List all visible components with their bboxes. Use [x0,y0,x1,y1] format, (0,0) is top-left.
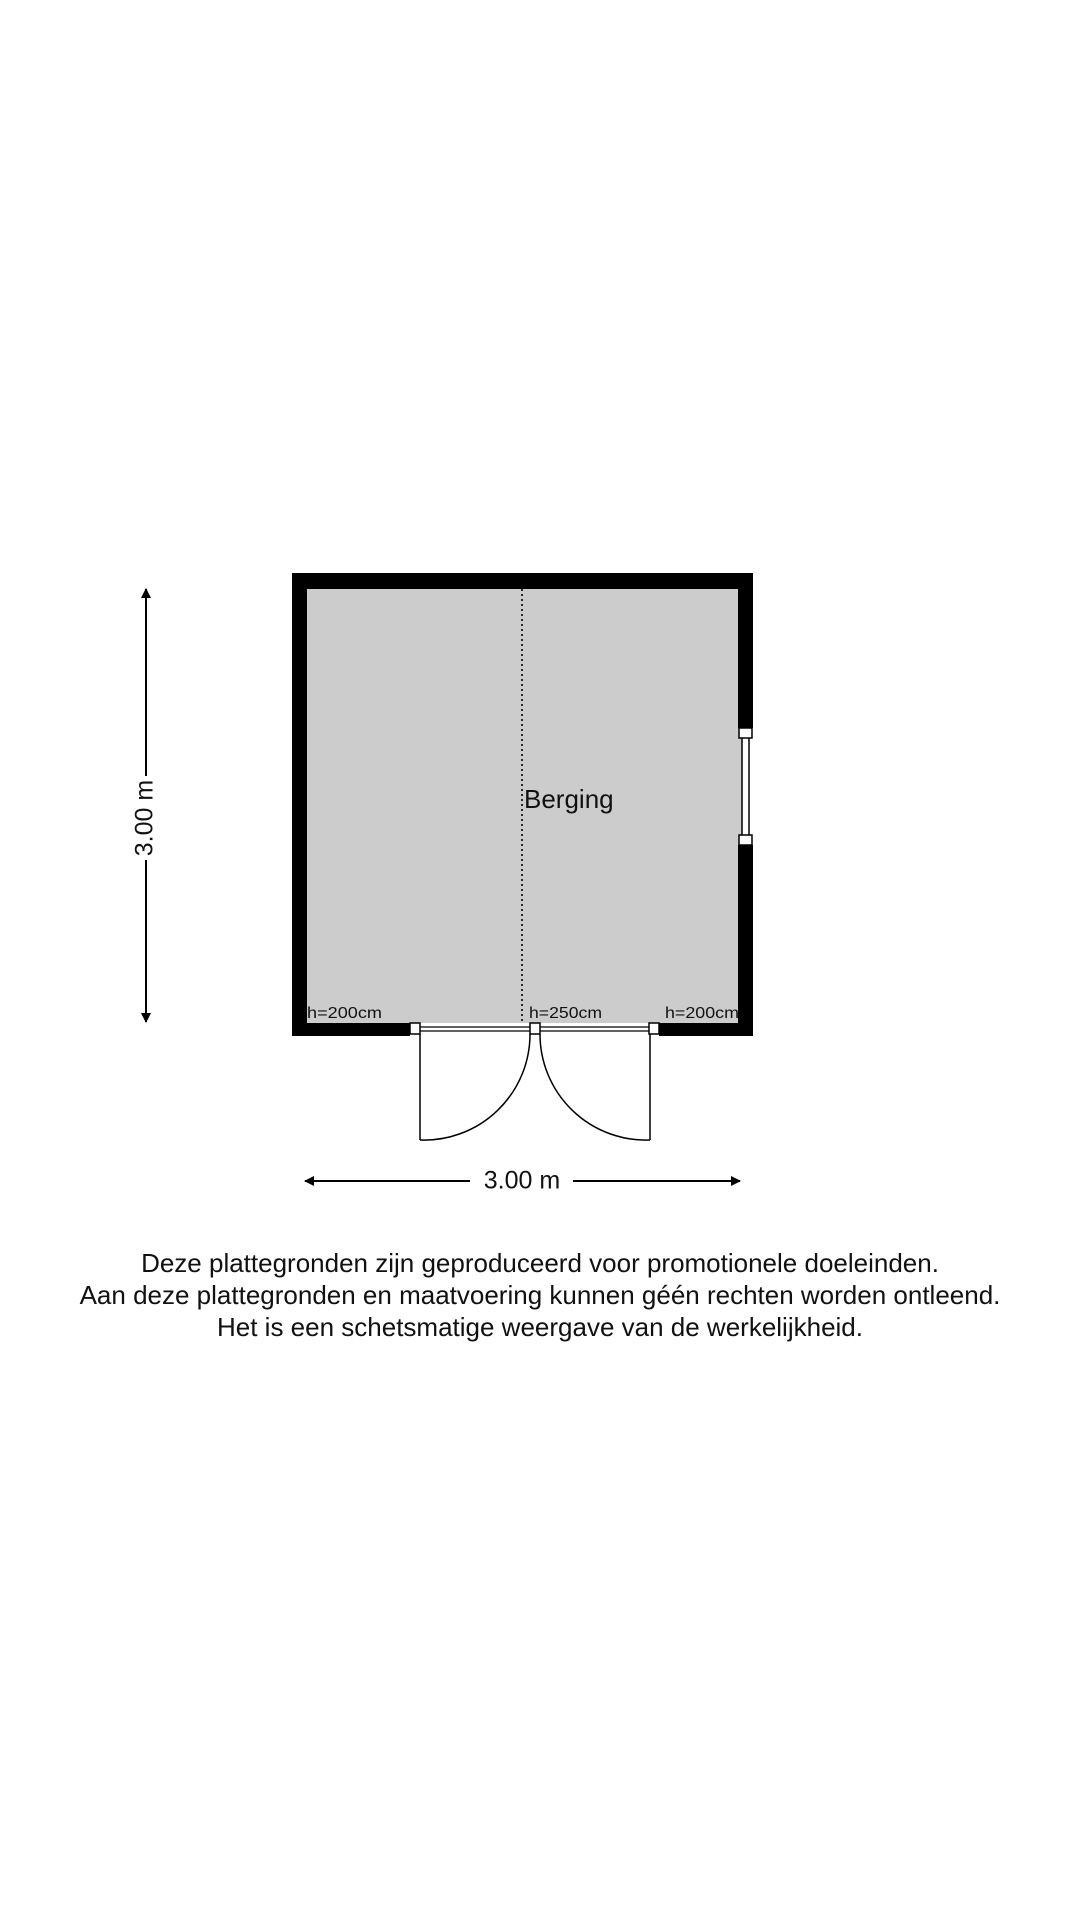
wall-right-upper [738,573,753,728]
double-door [410,1023,659,1140]
wall-left [292,573,307,1036]
disclaimer-line-3: Het is een schetsmatige weergave van de werkelijkheid. [216,1312,863,1342]
height-label-center: h=250cm [529,1005,602,1022]
room-label: Berging [524,784,614,814]
width-dimension-label: 3.00 m [483,1166,561,1195]
wall-bottom-left [292,1023,410,1036]
height-label-left: h=200cm [307,1005,382,1022]
width-dimension [305,1167,740,1195]
disclaimer-line-2: Aan deze plattegronden en maatvoering kunnen géén rechten worden ontleend. [79,1280,1001,1310]
wall-bottom-right [659,1023,753,1036]
wall-right-lower [738,845,753,1036]
disclaimer [0,1247,1080,1343]
height-dimension-label: 3.00 m [130,779,159,857]
disclaimer-line-1: Deze plattegronden zijn geproduceerd voor promotionele doeleinden. [141,1248,939,1278]
height-dimension [131,589,159,1022]
height-label-right: h=200cm [665,1005,739,1022]
room-floor [292,583,742,1023]
wall-top [292,573,752,589]
